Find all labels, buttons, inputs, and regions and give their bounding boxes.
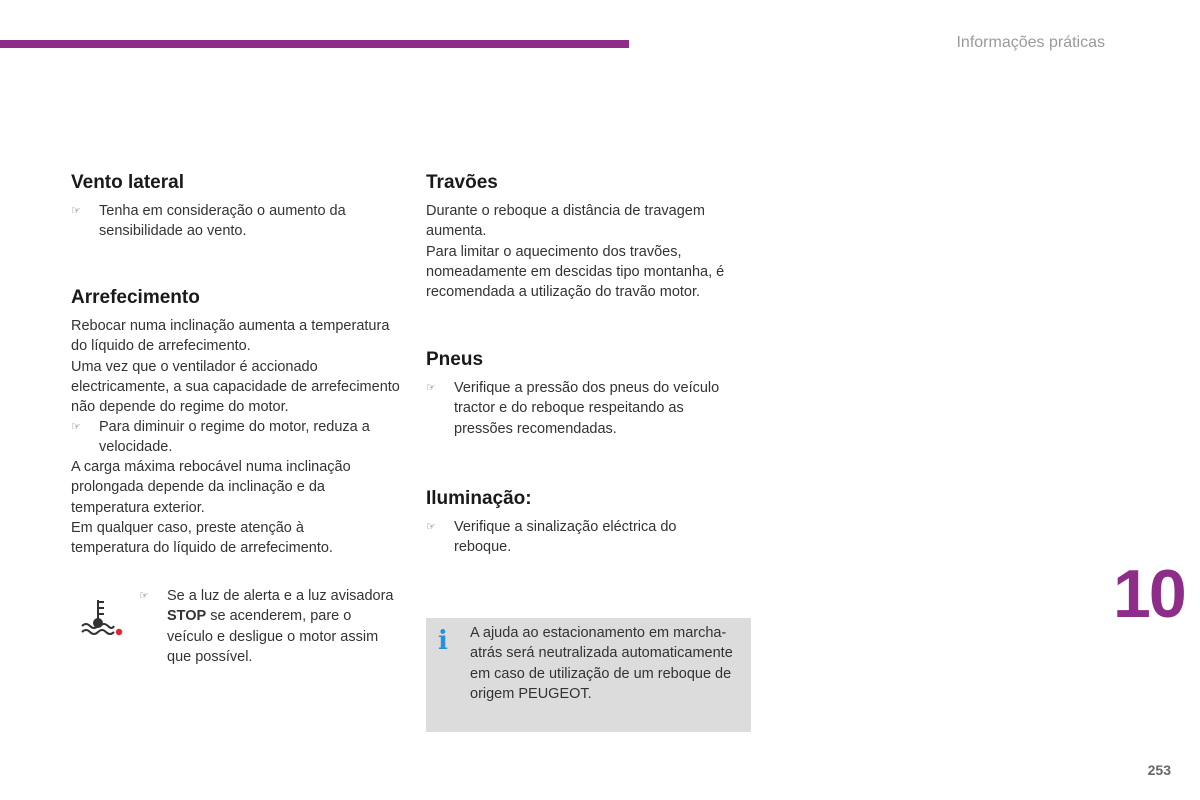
info-box — [426, 618, 751, 732]
bullet-pneus — [426, 378, 741, 439]
warning-bullet — [139, 586, 401, 667]
bullet-arrefecimento — [71, 417, 401, 458]
pointing-hand-icon: ☞ — [71, 421, 81, 433]
paragraph: Em qualquer caso, preste atenção à temperatura do líquido de arrefecimento. — [71, 519, 333, 557]
stop-label: STOP — [167, 608, 207, 625]
bullet-text: Para diminuir o regime do motor, reduza a velocidade. — [99, 419, 370, 456]
pointing-hand-icon: ☞ — [426, 382, 436, 394]
warning-text-part: se acenderem, pare o veículo e desligue o motor assim que possível. — [167, 608, 379, 665]
heading-pneus: Pneus — [426, 349, 484, 370]
pointing-hand-icon: ☞ — [139, 590, 149, 602]
info-icon: i — [438, 626, 448, 656]
arrefecimento-body — [71, 316, 401, 417]
arrefecimento-body-2 — [71, 457, 381, 558]
pointing-hand-icon: ☞ — [71, 205, 81, 217]
paragraph: A carga máxima rebocável numa inclinação prolongada depende da inclinação e da temperatura exterior. — [71, 459, 351, 516]
bullet-text: Verifique a sinalização eléctrica do reboque. — [454, 519, 677, 556]
warning-text — [139, 586, 401, 667]
bullet-vento-lateral — [71, 201, 391, 242]
heading-travoes: Travões — [426, 172, 498, 193]
header-accent-bar — [0, 40, 629, 48]
heading-arrefecimento: Arrefecimento — [71, 287, 200, 308]
paragraph: Durante o reboque a distância de travagem aumenta. — [426, 203, 705, 240]
bullet-text: Tenha em consideração o aumento da sensibilidade ao vento. — [99, 203, 346, 240]
paragraph: Para limitar o aquecimento dos travões, nomeadamente em descidas tipo montanha, é recomendada a utilização do travão motor. — [426, 243, 725, 301]
paragraph: Uma vez que o ventilador é accionado electricamente, a sua capacidade de arrefecimento não depende do regime do motor. — [71, 358, 400, 416]
page-number: 253 — [1147, 762, 1171, 778]
travoes-body — [426, 201, 751, 302]
info-text: A ajuda ao estacionamento em marcha-atrás será neutralizada automaticamente em caso de utilização de um reboque de origem PEUGEOT. — [470, 625, 733, 702]
bullet-text: Verifique a pressão dos pneus do veículo tractor e do reboque respeitando as pressões recomendadas. — [454, 380, 720, 437]
bullet-iluminacao — [426, 517, 726, 558]
paragraph: Rebocar numa inclinação aumenta a temperatura do líquido de arrefecimento. — [71, 318, 390, 355]
warning-text-part: Se a luz de alerta e a luz avisadora — [167, 588, 394, 604]
pointing-hand-icon: ☞ — [426, 521, 436, 533]
heading-vento-lateral: Vento lateral — [71, 172, 184, 193]
heading-iluminacao: Iluminação: — [426, 488, 532, 509]
section-label: Informações práticas — [956, 34, 1105, 51]
coolant-temperature-icon — [78, 596, 124, 638]
chapter-number: 10 — [1113, 556, 1185, 632]
